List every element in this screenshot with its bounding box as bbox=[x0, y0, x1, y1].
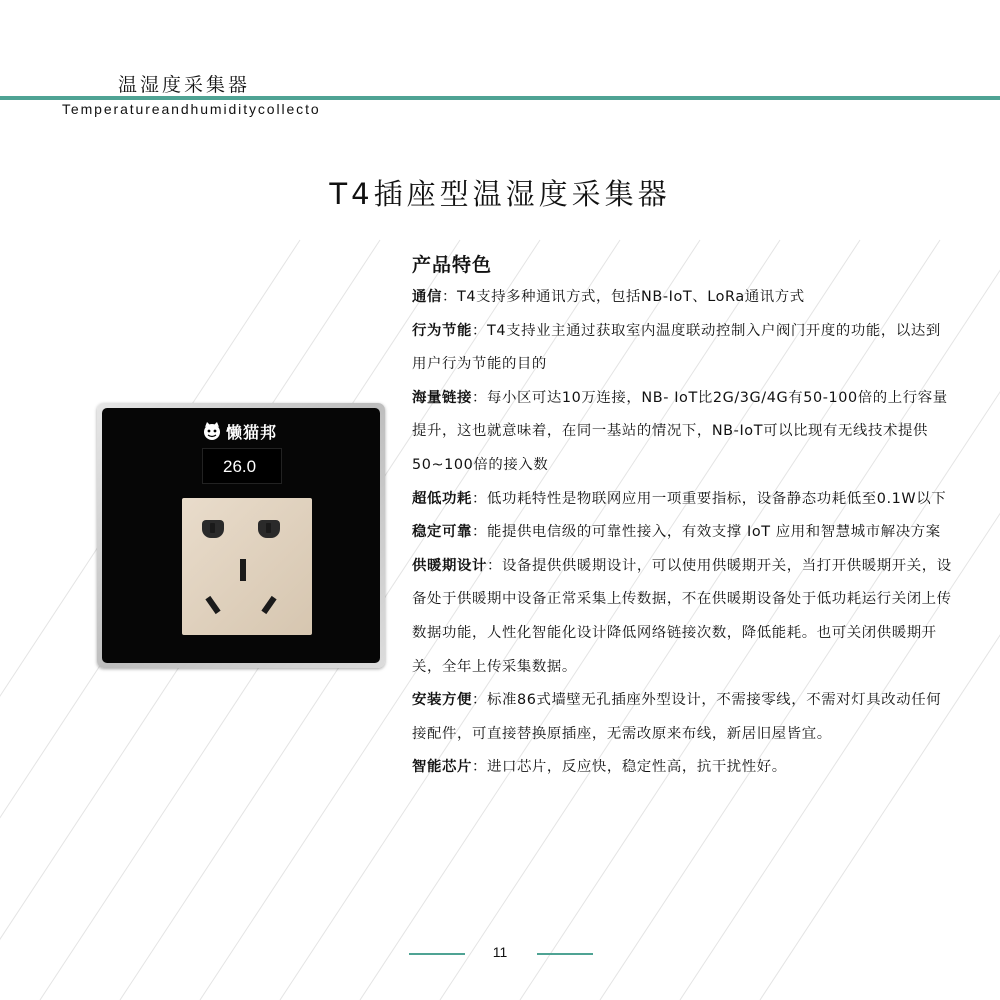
document-title: T4插座型温湿度采集器 bbox=[329, 177, 671, 211]
feature-text: ：能提供电信级的可靠性接入，有效支撑 IoT 应用和智慧城市解决方案 bbox=[471, 524, 941, 541]
feature-item-heating-period bbox=[412, 550, 952, 684]
feature-item-massive-connection bbox=[412, 382, 952, 483]
socket-outlet-plate bbox=[182, 498, 312, 635]
feature-list bbox=[412, 281, 952, 785]
product-image-socket bbox=[97, 403, 385, 668]
footer-line-right bbox=[537, 953, 593, 955]
socket-slot-left bbox=[205, 596, 220, 614]
brand-logo bbox=[202, 420, 277, 442]
feature-label: 智能芯片 bbox=[412, 759, 472, 776]
feature-item-communication bbox=[412, 281, 952, 315]
product-features bbox=[412, 250, 952, 785]
feature-label: 海量链接 bbox=[412, 389, 472, 406]
socket-slot-right bbox=[261, 596, 276, 614]
feature-item-energy-saving bbox=[412, 315, 952, 382]
header-title-english: Temperatureandhumiditycollecto bbox=[62, 101, 321, 117]
feature-label: 安装方便 bbox=[412, 692, 472, 709]
feature-text: ：进口芯片，反应快，稳定性高，抗干扰性好。 bbox=[471, 759, 787, 776]
feature-label: 通信 bbox=[412, 289, 442, 305]
feature-text: ：T4支持业主通过获取室内温度联动控制入户阀门开度的功能，以达到用户行为节能的目的 bbox=[412, 322, 941, 373]
feature-label: 供暖期设计 bbox=[412, 557, 487, 574]
brand-name: 懒猫邦 bbox=[226, 422, 278, 442]
features-heading: 产品特色 bbox=[412, 254, 493, 276]
header-title-chinese: 温湿度采集器 bbox=[118, 74, 251, 96]
feature-item-low-power bbox=[412, 483, 952, 517]
header-accent-bar bbox=[0, 96, 1000, 100]
socket-hole-right bbox=[258, 520, 280, 538]
feature-label: 稳定可靠 bbox=[412, 524, 472, 541]
feature-text: ：每小区可达10万连接，NB- IoT比2G/3G/4G有50-100倍的上行容量提升，这也就意味着，在同一基站的情况下，NB-IoT可以比现有无线技术提供50~100倍的接入数 bbox=[412, 389, 948, 473]
footer-line-left bbox=[409, 953, 465, 955]
page-number: 11 bbox=[492, 944, 508, 960]
socket-hole-left bbox=[202, 520, 224, 538]
feature-text: ：标准86式墙壁无孔插座外型设计，不需接零线，不需对灯具改动任何接配件，可直接替换原插座，无需改原来布线，新居旧屋皆宜。 bbox=[412, 692, 942, 742]
display-reading: 26.0 bbox=[223, 457, 257, 476]
feature-label: 行为节能 bbox=[412, 322, 472, 339]
feature-label: 超低功耗 bbox=[412, 490, 472, 507]
feature-text: ：低功耗特性是物联网应用一项重要指标，设备静态功耗低至0.1W以下 bbox=[471, 490, 947, 507]
feature-item-smart-chip bbox=[412, 751, 952, 785]
feature-text: ：设备提供供暖期设计，可以使用供暖期开关，当打开供暖期开关，设备处于供暖期中设备正常采集上传数据，不在供暖期设备处于低功耗运行关闭上传数据功能，人性化智能化设计降低网络链接次数，降低能耗。也可关闭供暖期开关，全年上传采集数据。 bbox=[412, 557, 952, 675]
device-display-screen bbox=[202, 448, 282, 484]
feature-item-reliability bbox=[412, 516, 952, 550]
cat-logo-icon bbox=[202, 421, 222, 441]
feature-text: ：T4支持多种通讯方式，包括NB-IoT、LoRa通讯方式 bbox=[441, 289, 805, 305]
feature-item-installation bbox=[412, 684, 952, 751]
page-footer bbox=[0, 944, 1000, 964]
socket-slot-ground bbox=[240, 559, 246, 581]
socket-face bbox=[102, 408, 380, 663]
